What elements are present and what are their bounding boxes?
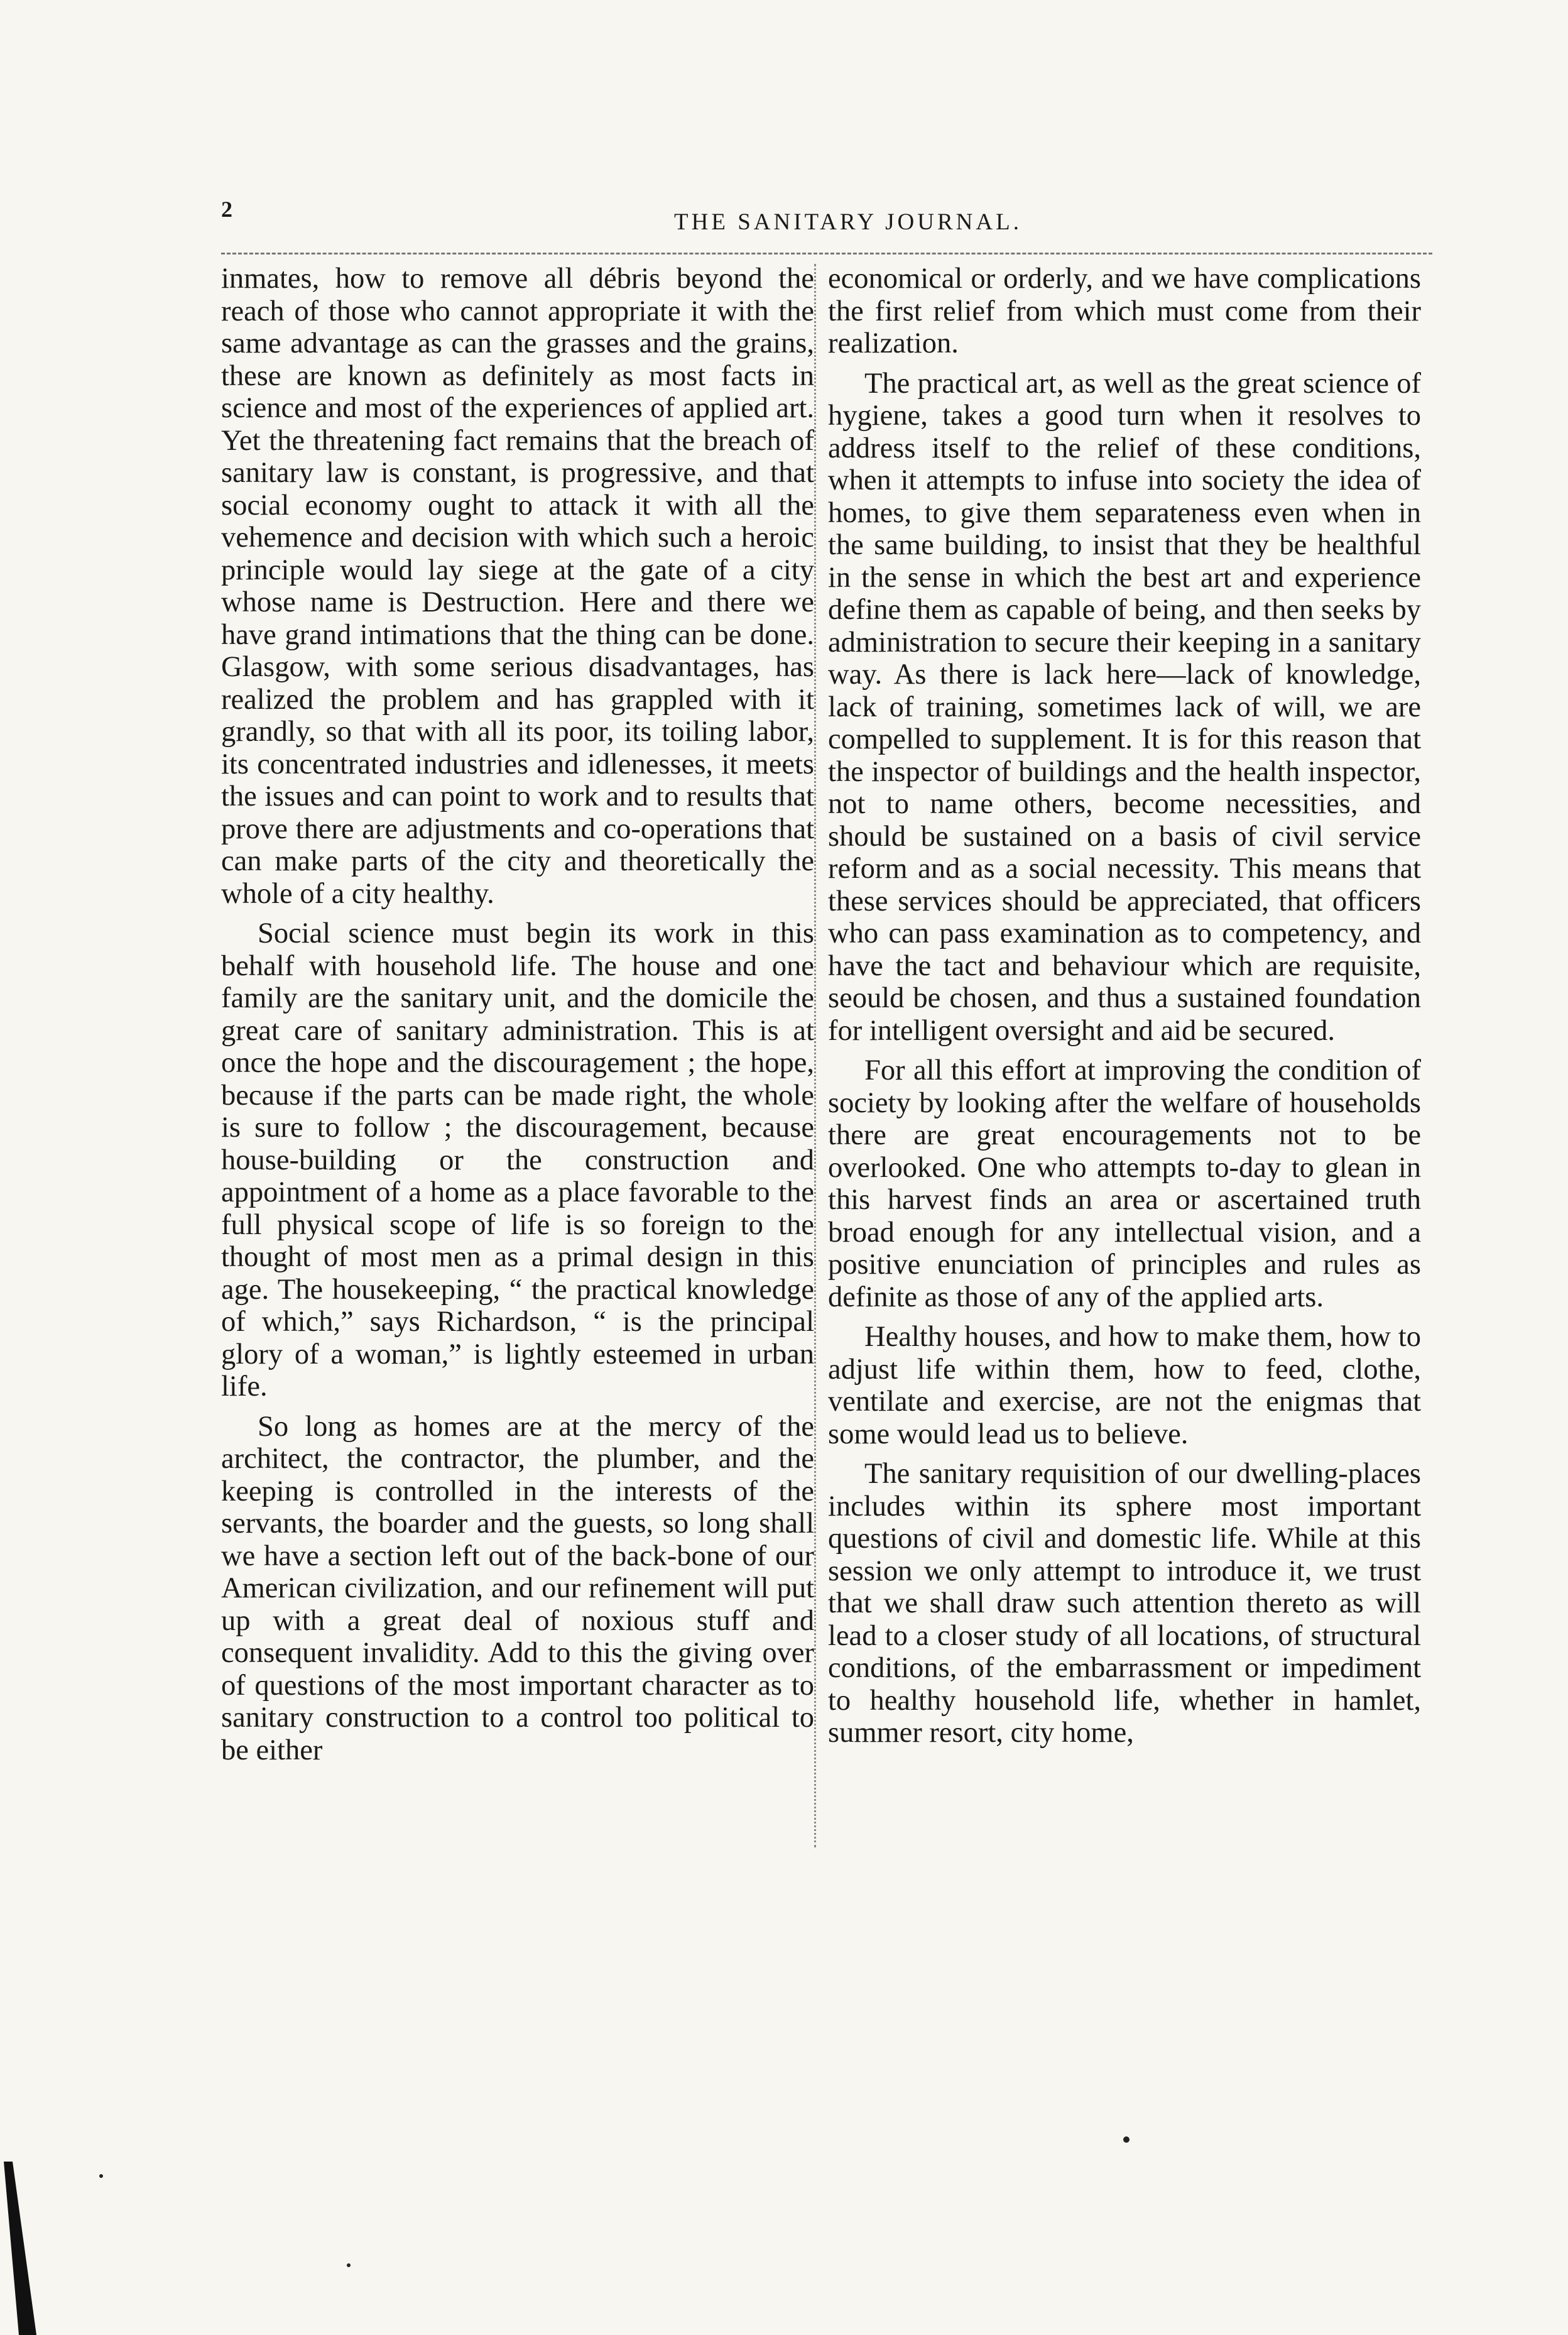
scan-speck: [99, 2174, 103, 2178]
right-paragraph-5: The sanitary requisition of our dwelling-places includes within its sphere most important questions of civil and domestic life. While at this session we only attempt to introduce it, we trust that we shall draw such attention thereto as will lead to a closer study of all locations, of structural conditions, of the embarrassment or impediment to healthy household life, whether in hamlet, summer resort, city home,: [828, 1458, 1421, 1749]
scan-margin-mark: [0, 2162, 38, 2335]
right-paragraph-1: economical or orderly, and we have complications the first relief from which must come from their realization.: [828, 263, 1421, 359]
right-paragraph-4: Healthy houses, and how to make them, how to adjust life within them, how to feed, clothe, ventilate and exercise, are not the enigmas that some would lead us to believe.: [828, 1321, 1421, 1450]
scan-speck: [347, 2263, 351, 2267]
left-paragraph-1: inmates, how to remove all débris beyond the reach of those who cannot appropriate it with the same advantage as can the grasses and the grains, these are known as definitely as most facts in science and most of the experiences of applied art. Yet the threatening fact remains that the breach of sanitary law is constant, is progressive, and that social economy ought to attack it with all the vehemence and decision with which such a heroic principle would lay siege at the gate of a city whose name is Destruction. Here and there we have grand intimations that the thing can be done. Glasgow, with some serious disadvantages, has realized the problem and has grappled with it grandly, so that with all its poor, its toiling labor, its concentrated industries and idlenesses, it meets the issues and can point to work and to results that prove there are adjustments and co-operations that can make parts of the city and theoretically the whole of a city healthy.: [221, 263, 814, 910]
left-paragraph-2: Social science must begin its work in this behalf with household life. The house and one family are the sanitary unit, and the domicile the great care of sanitary administration. This is at once the hope and the discouragement ; the hope, because if the parts can be made right, the whole is sure to follow ; the discouragement, because house-building or the construction and appointment of a home as a place favorable to the full physical scope of life is so foreign to the thought of most men as a primal design in this age. The housekeeping, “ the practical knowledge of which,” says Richardson, “ is the principal glory of a woman,” is lightly esteemed in urban life.: [221, 917, 814, 1403]
running-head: THE SANITARY JOURNAL.: [674, 209, 1022, 235]
header-rule: [221, 253, 1432, 254]
scan-speck: [1123, 2136, 1130, 2143]
right-paragraph-2: The practical art, as well as the great science of hygiene, takes a good turn when it resolves to address itself to the relief of these conditions, when it attempts to infuse into society the idea of homes, to give them separateness even when in the same building, to insist that they be healthful in the sense in which the best art and experience define them as capable of being, and then seeks by administration to secure their keeping in a sanitary way. As there is lack here—lack of knowledge, lack of training, sometimes lack of will, we are compelled to supplement. It is for this reason that the inspector of buildings and the health inspector, not to name others, become necessities, and should be sustained on a basis of civil service reform and as a social necessity. This means that these services should be appreciated, that officers who can pass examination as to competency, and have the tact and behaviour which are requisite, seould be chosen, and thus a sustained foundation for intelligent oversight and aid be secured.: [828, 367, 1421, 1047]
page-number: 2: [221, 197, 232, 222]
column-divider: [814, 264, 816, 1847]
right-column: [828, 263, 1421, 1757]
left-paragraph-3: So long as homes are at the mercy of the architect, the contractor, the plumber, and the keeping is controlled in the interests of the servants, the boarder and the guests, so long shall we have a section left out of the back-bone of our American civilization, and our refinement will put up with a great deal of noxious stuff and consequent invalidity. Add to this the giving over of questions of the most important character as to sanitary construction to a control too political to be either: [221, 1410, 814, 1766]
left-column: [221, 263, 814, 1774]
right-paragraph-3: For all this effort at improving the condition of society by looking after the welfare of households there are great encouragements not to be overlooked. One who attempts to-day to glean in this harvest finds an area or ascertained truth broad enough for any intellectual vision, and a positive enunciation of principles and rules as definite as those of any of the applied arts.: [828, 1054, 1421, 1313]
